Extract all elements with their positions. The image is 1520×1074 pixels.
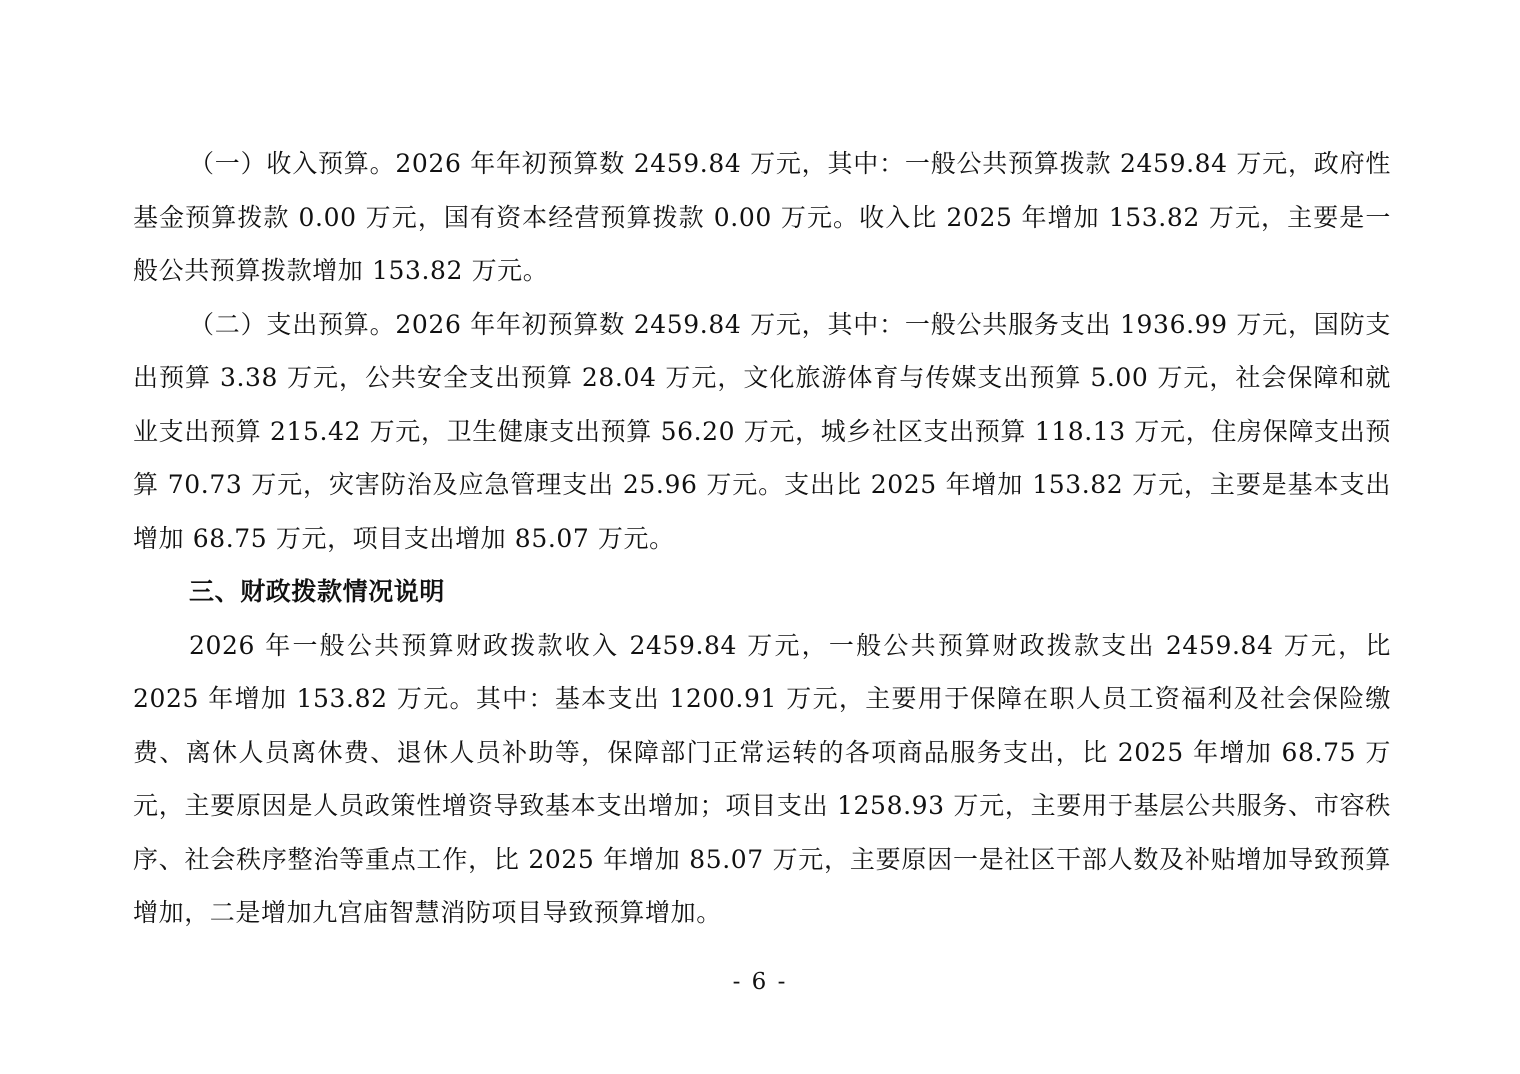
expenditure-budget-paragraph [133, 298, 1391, 566]
income-budget-paragraph [133, 137, 1391, 298]
income-budget-lead: （一）收入预算。 [189, 149, 396, 178]
page-number: - 6 - [732, 969, 788, 995]
expenditure-budget-text: 2026 年年初预算数 2459.84 万元，其中：一般公共服务支出 1936.99 万元，国防支出预算 3.38 万元，公共安全支出预算 28.04 万元，文化旅游体育与传媒支出预算 5.00 万元，社会保障和就业支出预算 215.42 万元，卫生健康支出预算 56.20 万元，城乡社区支出预算 118.13 万元，住房保障支出预算 70.73 万元，灾害防治及应急管理支出 25.96 万元。支出比 2025 年增加 153.82 万元，主要是基本支出增加 68.75 万元，项目支出增加 85.07 万元。 [133, 309, 1391, 553]
income-budget-text: 2026 年年初预算数 2459.84 万元，其中：一般公共预算拨款 2459.84 万元，政府性基金预算拨款 0.00 万元，国有资本经营预算拨款 0.00 万元。收入比 2025 年增加 153.82 万元，主要是一般公共预算拨款增加 153.82 万元。 [133, 149, 1391, 285]
fiscal-appropriation-paragraph: 2026 年一般公共预算财政拨款收入 2459.84 万元，一般公共预算财政拨款支出 2459.84 万元，比 2025 年增加 153.82 万元。其中：基本支出 1200.91 万元，主要用于保障在职人员工资福利及社会保险缴费、离休人员离休费、退休人员补助等，保障部门正常运转的各项商品服务支出，比 2025 年增加 68.75 万元，主要原因是人员政策性增资导致基本支出增加；项目支出 1258.93 万元，主要用于基层公共服务、市容秩序、社会秩序整治等重点工作，比 2025 年增加 85.07 万元，主要原因一是社区干部人数及补贴增加导致预算增加，二是增加九宫庙智慧消防项目导致预算增加。 [133, 630, 1391, 927]
expenditure-budget-lead: （二）支出预算。 [189, 309, 396, 339]
section-heading: 三、财政拨款情况说明 [189, 577, 446, 606]
document-body [133, 137, 1391, 940]
